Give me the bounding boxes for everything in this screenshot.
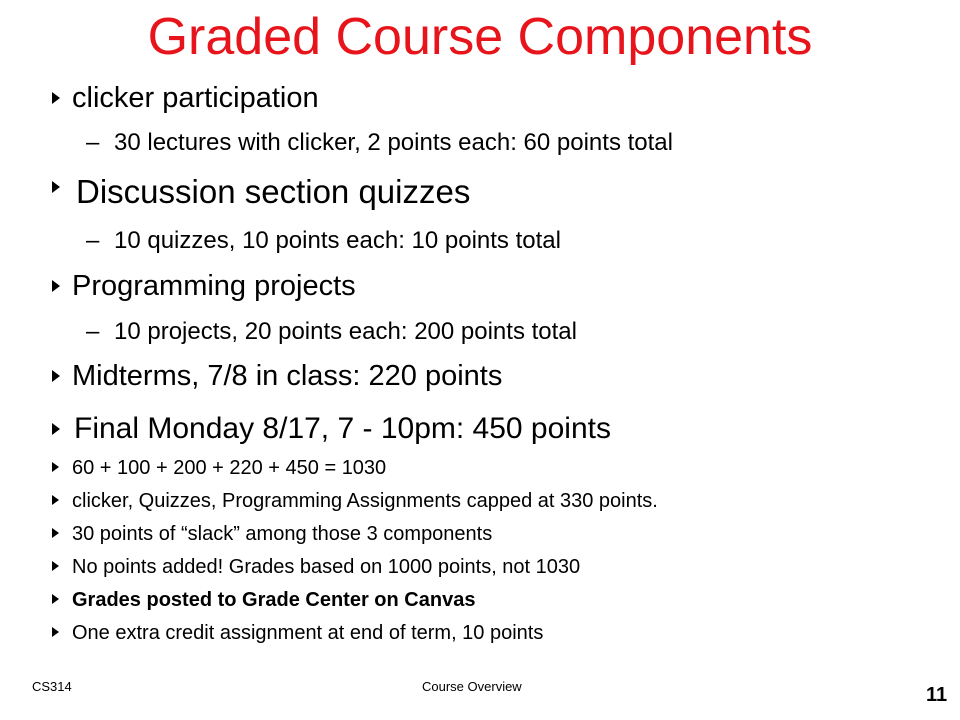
triangle-bullet-icon xyxy=(52,370,60,382)
sub-bullet-project-points: 10 projects, 20 points each: 200 points total xyxy=(114,318,577,345)
bullet-extra-credit: One extra credit assignment at end of term, 10 points xyxy=(72,622,544,644)
sub-bullet-clicker-points: 30 lectures with clicker, 2 points each: 60 points total xyxy=(114,129,673,156)
sub-bullet-dash: – xyxy=(86,227,100,254)
bullet-midterms: Midterms, 7/8 in class: 220 points xyxy=(72,360,503,392)
sub-bullet-dash: – xyxy=(86,129,100,156)
triangle-bullet-icon xyxy=(52,92,60,104)
triangle-bullet-icon xyxy=(52,528,59,538)
triangle-bullet-icon xyxy=(52,594,59,604)
bullet-points-sum: 60 + 100 + 200 + 220 + 450 = 1030 xyxy=(72,457,387,479)
sub-bullet-quiz-points: 10 quizzes, 10 points each: 10 points total xyxy=(114,227,561,254)
slide-page-number: 11 xyxy=(926,684,948,706)
bullet-slack-points: 30 points of “slack” among those 3 components xyxy=(72,523,493,545)
triangle-bullet-icon xyxy=(52,495,59,505)
footer-course-code: CS314 xyxy=(32,679,72,694)
triangle-bullet-icon xyxy=(52,462,59,472)
footer-course-overview: Course Overview xyxy=(422,679,522,694)
triangle-bullet-icon xyxy=(52,627,59,637)
triangle-bullet-icon xyxy=(52,561,59,571)
bullet-discussion-quizzes: Discussion section quizzes xyxy=(76,173,471,210)
slide-title: Graded Course Components xyxy=(147,8,813,66)
bullet-programming-projects: Programming projects xyxy=(72,270,356,302)
bullet-clicker-participation: clicker participation xyxy=(72,82,319,114)
bullet-capped-points: clicker, Quizzes, Programming Assignments capped at 330 points. xyxy=(72,490,658,512)
triangle-bullet-icon xyxy=(52,181,60,193)
sub-bullet-dash: – xyxy=(86,318,100,345)
triangle-bullet-icon xyxy=(52,423,60,435)
bullet-no-points-added: No points added! Grades based on 1000 points, not 1030 xyxy=(72,556,581,578)
bullet-final-exam: Final Monday 8/17, 7 - 10pm: 450 points xyxy=(74,412,611,445)
triangle-bullet-icon xyxy=(52,280,60,292)
bullet-grade-center: Grades posted to Grade Center on Canvas xyxy=(72,589,476,611)
